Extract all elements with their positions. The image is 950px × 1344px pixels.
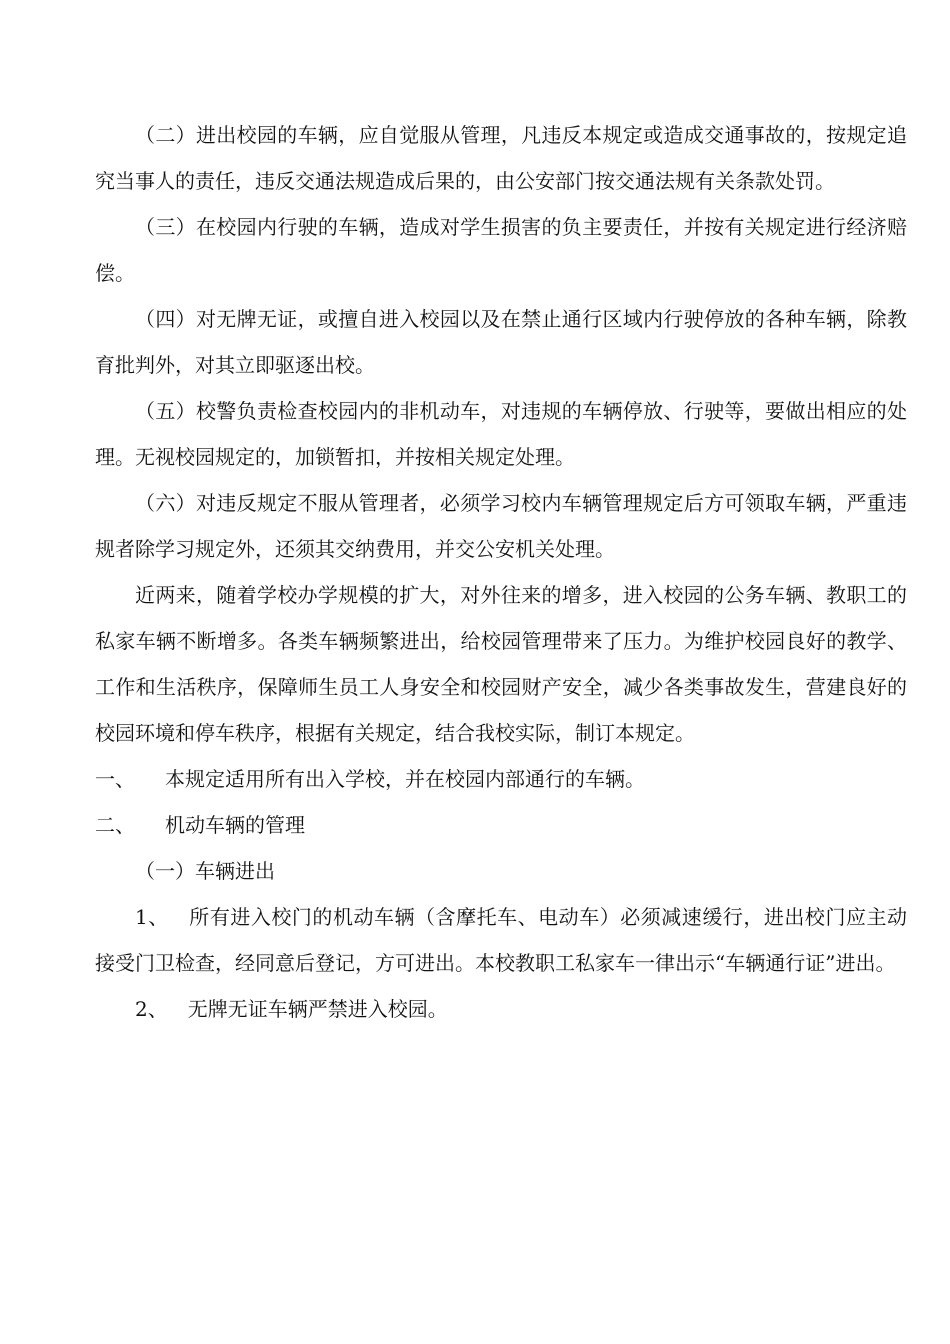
paragraph-five: （五）校警负责检查校园内的非机动车，对违规的车辆停放、行驶等，要做出相应的处理。无视校园规定的，加锁暂扣，并按相关规定处理。 (95, 399, 907, 469)
paragraph-intro: 近两来，随着学校办学规模的扩大，对外往来的增多，进入校园的公务车辆、教职工的私家车辆不断增多。各类车辆频繁进出，给校园管理带来了压力。为维护校园良好的教学、工作和生活秩序，保障师生员工人身安全和校园财产安全，减少各类事故发生，营建良好的校园环境和停车秩序，根据有关规定，结合我校实际，制订本规定。 (95, 583, 907, 745)
paragraph-four: （四）对无牌无证，或擅自进入校园以及在禁止通行区域内行驶停放的各种车辆，除教育批判外，对其立即驱逐出校。 (95, 307, 907, 377)
item-two-text: 无牌无证车辆严禁进入校园。 (187, 997, 448, 1021)
paragraph-six: （六）对违反规定不服从管理者，必须学习校内车辆管理规定后方可领取车辆，严重违规者除学习规定外，还须其交纳费用，并交公安机关处理。 (95, 491, 907, 561)
subsection-one-heading: （一）车辆进出 (135, 859, 275, 883)
document-body (95, 112, 907, 1032)
paragraph-two: （二）进出校园的车辆，应自觉服从管理，凡违反本规定或造成交通事故的，按规定追究当事人的责任，违反交通法规造成后果的，由公安部门按交通法规有关条款处罚。 (95, 123, 907, 193)
paragraph-three: （三）在校园内行驶的车辆，造成对学生损害的负主要责任，并按有关规定进行经济赔偿。 (95, 215, 907, 285)
item-one (95, 894, 907, 986)
section-one-number: 一、 (95, 767, 135, 791)
section-two-text: 机动车辆的管理 (165, 813, 305, 837)
section-one (95, 756, 907, 802)
item-one-number: 1、 (135, 905, 169, 929)
item-one-text: 所有进入校门的机动车辆（含摩托车、电动车）必须减速缓行，进出校门应主动接受门卫检查，经同意后登记，方可进出。本校教职工私家车一律出示“车辆通行证”进出。 (95, 905, 908, 975)
section-two (95, 802, 907, 848)
item-two-number: 2、 (135, 997, 168, 1021)
section-one-text: 本规定适用所有出入学校，并在校园内部通行的车辆。 (165, 767, 645, 791)
section-two-number: 二、 (95, 813, 135, 837)
item-two (95, 986, 907, 1032)
